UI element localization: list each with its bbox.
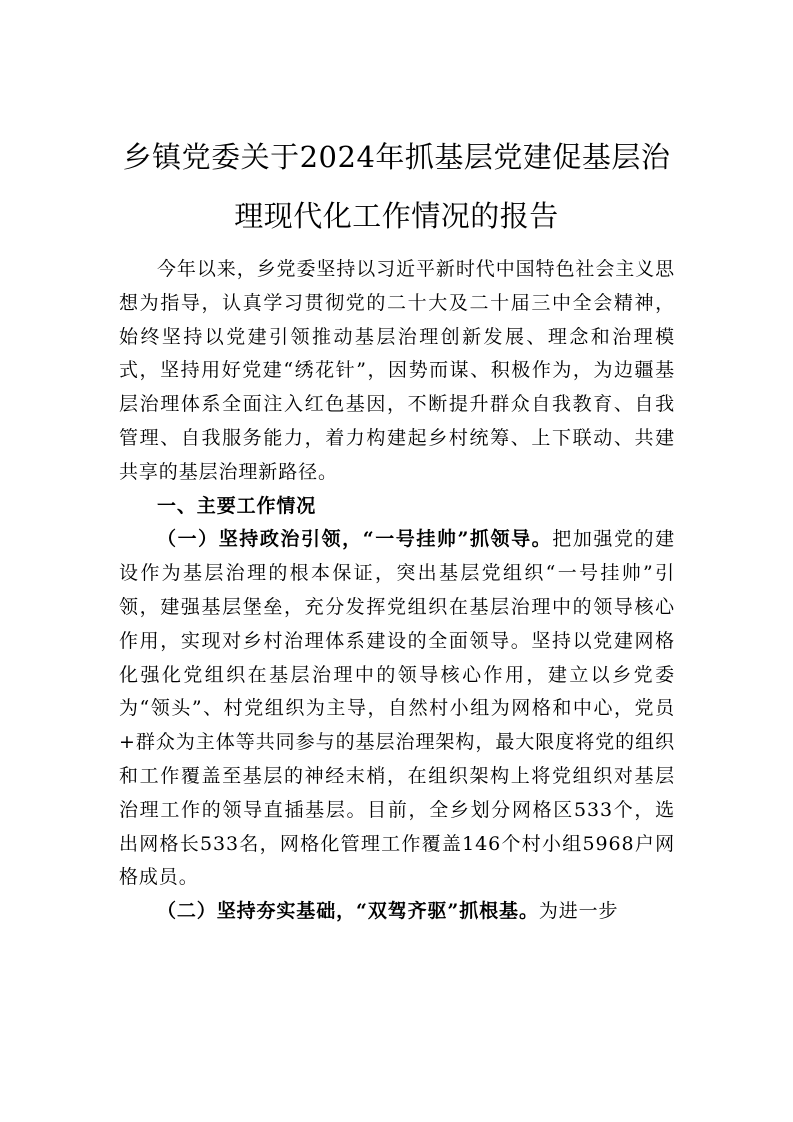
document-title	[100, 128, 693, 246]
intro-paragraph: 今年以来，乡党委坚持以习近平新时代中国特色社会主义思想为指导，认真学习贯彻党的二十大及二十届三中全会精神，始终坚持以党建引领推动基层治理创新发展、理念和治理模式，坚持用好党建“绣花针”，因势而谋、积极作为，为边疆基层治理体系全面注入红色基因，不断提升群众自我教育、自我管理、自我服务能力，着力构建起乡村统筹、上下联动、共建共享的基层治理新路径。	[119, 258, 675, 483]
document-body	[119, 253, 675, 929]
section-heading-main-work: 一、主要工作情况	[157, 494, 317, 517]
item-2-body: 为进一步	[538, 900, 619, 923]
item-2-heading: （二）坚持夯实基础，“双驾齐驱”抓根基。	[157, 900, 539, 923]
item-1-paragraph	[119, 523, 675, 895]
item-2-paragraph	[119, 895, 675, 929]
title-line-1: 乡镇党委关于2024年抓基层党建促基层治	[122, 140, 671, 174]
item-1-body: 把加强党的建设作为基层治理的根本保证，突出基层党组织“一号挂帅”引领，建强基层堡垒，充分发挥党组织在基层治理中的领导核心作用，实现对乡村治理体系建设的全面领导。坚持以党建网格化强化党组织在基层治理中的领导核心作用，建立以乡党委为“领头”、村党组织为主导，自然村小组为网格和中心，党员+群众为主体等共同参与的基层治理架构，最大限度将党的组织和工作覆盖至基层的神经末梢，在组织架构上将党组织对基层治理工作的领导直插基层。目前，全乡划分网格区533个，选出网格长533名，网格化管理工作覆盖146个村小组5968户网格成员。	[119, 528, 675, 889]
title-line-2: 理现代化工作情况的报告	[234, 199, 559, 233]
item-1-heading: （一）坚持政治引领，“一号挂帅”抓领导。	[157, 528, 553, 551]
